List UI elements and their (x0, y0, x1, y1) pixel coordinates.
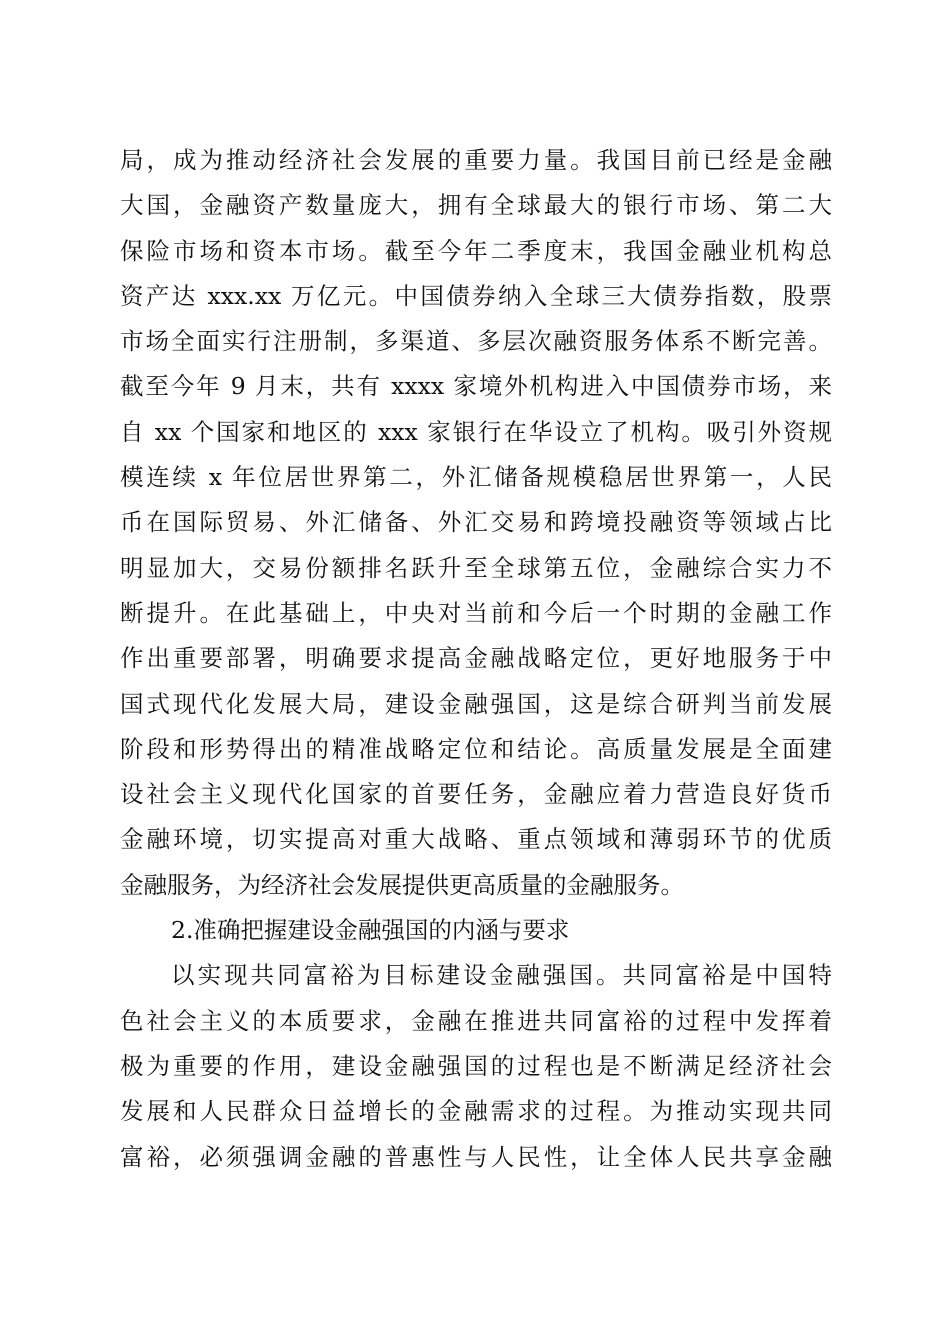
paragraph-line: 保险市场和资本市场。截至今年二季度末，我国金融业机构总 (120, 236, 832, 265)
paragraph-line: 发展和人民群众日益增长的金融需求的过程。为推动实现共同 (120, 1097, 832, 1126)
section-heading: 2.准确把握建设金融强国的内涵与要求 (171, 916, 570, 945)
paragraph-line: 设社会主义现代化国家的首要任务，金融应着力营造良好货币 (120, 780, 832, 809)
paragraph-line-last: 金融服务，为经济社会发展提供更高质量的金融服务。 (120, 870, 684, 899)
paragraph-line: 国式现代化发展大局，建设金融强国，这是综合研判当前发展 (120, 689, 832, 718)
paragraph-line: 阶段和形势得出的精准战略定位和结论。高质量发展是全面建 (120, 734, 832, 763)
paragraph-2 (120, 953, 832, 1179)
paragraph-line: 明显加大，交易份额排名跃升至全球第五位，金融综合实力不 (120, 553, 832, 582)
paragraph-line: 局，成为推动经济社会发展的重要力量。我国目前已经是金融 (120, 146, 832, 174)
paragraph-line: 市场全面实行注册制，多渠道、多层次融资服务体系不断完善。 (120, 327, 832, 356)
paragraph-line: 截至今年 9 月末，共有 xxxx 家境外机构进入中国债券市场，来 (120, 372, 832, 401)
paragraph-1 (120, 138, 832, 908)
paragraph-line: 色社会主义的本质要求，金融在推进共同富裕的过程中发挥着 (120, 1006, 832, 1035)
paragraph-line: 金融环境，切实提高对重大战略、重点领域和薄弱环节的优质 (120, 825, 832, 854)
document-body (120, 138, 832, 1180)
paragraph-line: 大国，金融资产数量庞大，拥有全球最大的银行市场、第二大 (120, 191, 832, 220)
paragraph-line: 断提升。在此基础上，中央对当前和今后一个时期的金融工作 (120, 598, 832, 627)
paragraph-line: 自 xx 个国家和地区的 xxx 家银行在华设立了机构。吸引外资规 (120, 417, 832, 446)
paragraph-line: 模连续 x 年位居世界第二，外汇储备规模稳居世界第一，人民 (120, 463, 832, 492)
paragraph-line: 资产达 xxx.xx 万亿元。中国债券纳入全球三大债券指数，股票 (120, 281, 832, 310)
paragraph-line-first: 以实现共同富裕为目标建设金融强国。共同富裕是中国特 (171, 961, 832, 990)
paragraph-line: 极为重要的作用，建设金融强国的过程也是不断满足经济社会 (120, 1051, 832, 1080)
paragraph-line: 作出重要部署，明确要求提高金融战略定位，更好地服务于中 (120, 644, 832, 673)
paragraph-line: 富裕，必须强调金融的普惠性与人民性，让全体人民共享金融 (120, 1142, 832, 1171)
paragraph-line: 币在国际贸易、外汇储备、外汇交易和跨境投融资等领域占比 (120, 508, 832, 537)
